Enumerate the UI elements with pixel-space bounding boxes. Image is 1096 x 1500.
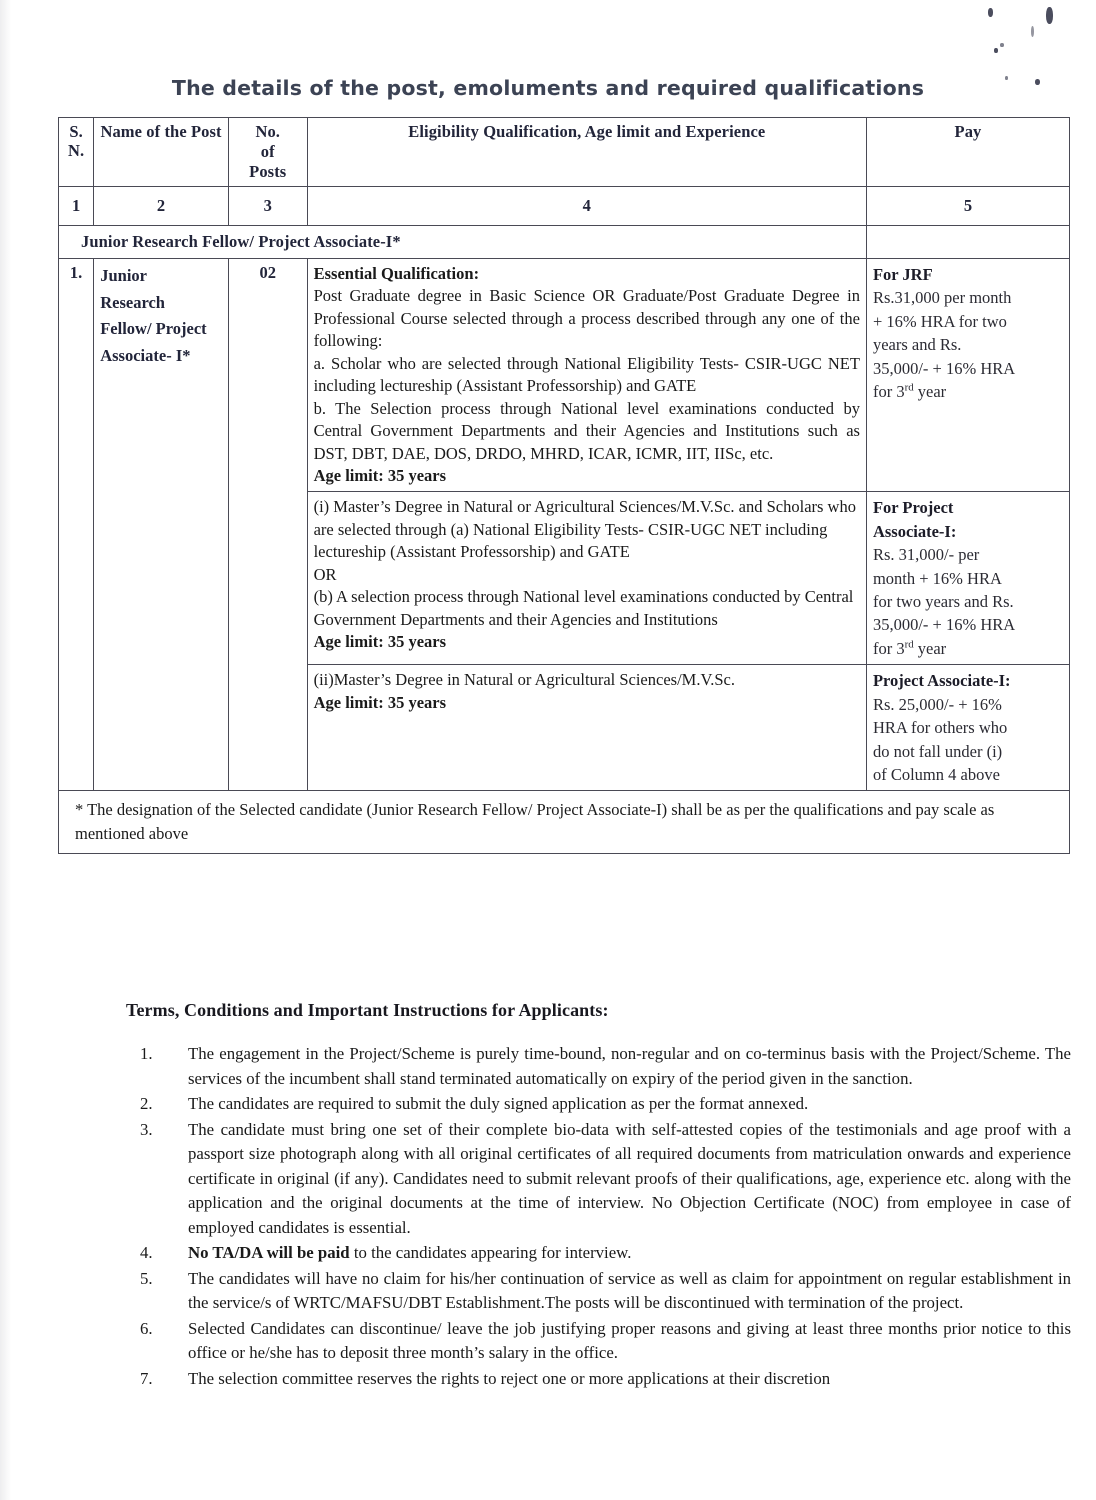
list-item: [126, 1092, 1071, 1117]
pay-3-line3: do not fall under (i): [872, 741, 1003, 761]
pay-2-line5-post: year: [913, 638, 947, 658]
header-no-of-posts: [228, 118, 307, 187]
pay-2-line2: month + 16% HRA: [872, 568, 1002, 588]
term-number: 5.: [140, 1268, 153, 1288]
age-limit-1: Age limit: 35 years: [313, 465, 447, 485]
pay-2-heading-line2: Associate-I:: [872, 521, 957, 541]
colnum-2: 2: [94, 187, 229, 226]
eligibility-block-2: [307, 492, 866, 665]
term-number: 4.: [140, 1243, 153, 1263]
list-item: [126, 1367, 1071, 1392]
eligibility-3-line-ii: (ii)Master’s Degree in Natural or Agricultural Sciences/M.V.Sc.: [313, 670, 735, 690]
header-posts-line1: No.: [255, 122, 281, 141]
pay-1-line5: [873, 380, 1063, 403]
pay-2-line5-ordinal: rd: [904, 638, 914, 651]
pay-2-line5: [873, 637, 1063, 660]
colnum-1: 1: [59, 187, 94, 226]
page-title: The details of the post, emoluments and required qualifications: [171, 75, 925, 100]
age-limit-2: Age limit: 35 years: [313, 632, 447, 651]
ink-speck: [1000, 43, 1004, 47]
pay-2-line3: for two years and Rs.: [872, 592, 1014, 612]
list-item: [126, 1241, 1071, 1266]
term-text-rest: to the candidates appearing for interview.: [349, 1243, 632, 1263]
pay-2-heading-line1: For Project: [872, 498, 954, 518]
row-sn: 1.: [59, 259, 94, 791]
header-sn: [59, 118, 94, 187]
table-footnote: * The designation of the Selected candidate (Junior Research Fellow/ Project Associate-I) shall be as per the qualifications and pay scale as mentioned above: [59, 791, 1070, 854]
pay-1-line4: 35,000/- + 16% HRA: [872, 358, 1016, 378]
essential-qualification-heading: Essential Qualification:: [313, 264, 480, 283]
term-text: The selection committee reserves the rights to reject one or more applications at their discretion: [188, 1368, 831, 1388]
eligibility-2-line-i: (i) Master’s Degree in Natural or Agricultural Sciences/M.V.Sc. and Scholars who are selected through (a) National Eligibility Tests- CSIR-UGC NET including lectureship (Assistant Professorship) and GATE: [313, 497, 856, 562]
row-no-of-posts: 02: [228, 259, 307, 791]
pay-1-line5-post: year: [913, 382, 947, 402]
header-posts-line2: of: [260, 142, 275, 161]
essential-qualification-item-b: b. The Selection process through National level examinations conducted by Central Government Departments and their Agencies and Institutions such as DST, DBT, DAE, DOS, DRDO, MHRD, ICAR, ICMR, IIT, IISc, etc.: [313, 398, 860, 463]
pay-3-heading: Project Associate-I:: [872, 671, 1011, 691]
header-sn-line2: N.: [67, 141, 85, 161]
post-details-table: [58, 117, 1070, 854]
pay-2-line5-pre: for 3: [872, 638, 905, 658]
pay-block-1: [866, 259, 1069, 492]
essential-qualification-item-a: a. Scholar who are selected through National Eligibility Tests- CSIR-UGC NET including lectureship (Assistant Professorship) and GATE: [313, 353, 860, 396]
pay-2-line4: 35,000/- + 16% HRA: [872, 615, 1016, 635]
pay-1-line1: Rs.31,000 per month: [872, 288, 1012, 308]
group-label: Junior Research Fellow/ Project Associate-I*: [59, 226, 867, 259]
age-limit-3: Age limit: 35 years: [313, 692, 447, 712]
term-number: 2.: [140, 1094, 153, 1114]
term-number: 7.: [140, 1368, 153, 1388]
essential-qualification-body: Post Graduate degree in Basic Science OR Graduate/Post Graduate Degree in Professional Course selected through a process described through any one of the following:: [313, 286, 860, 351]
table-row: [59, 259, 1070, 492]
row-post-name: [94, 259, 229, 791]
colnum-3: 3: [228, 187, 307, 226]
pay-3-line1: Rs. 25,000/- + 16%: [872, 694, 1002, 714]
term-number: 3.: [140, 1119, 153, 1139]
ink-speck: [1031, 26, 1034, 37]
eligibility-block-1: [307, 259, 866, 492]
pay-3-line4: of Column 4 above: [872, 765, 1000, 785]
term-number: 1.: [140, 1044, 153, 1063]
footnote-row: [59, 791, 1070, 854]
list-item: [126, 1118, 1071, 1241]
pay-block-3: [866, 665, 1069, 791]
list-item: [126, 1267, 1071, 1316]
eligibility-2-line-or: OR: [313, 564, 337, 584]
post-name-line-1: Junior: [100, 266, 147, 285]
group-label-pay-empty: [866, 226, 1069, 259]
pay-1-line2: + 16% HRA for two: [872, 311, 1007, 331]
header-post-name: Name of the Post: [94, 118, 229, 187]
list-item: [126, 1317, 1071, 1366]
pay-1-heading: For JRF: [872, 265, 933, 284]
pay-2-line1: Rs. 31,000/- per: [872, 545, 980, 565]
terms-heading: Terms, Conditions and Important Instructions for Applicants:: [126, 1000, 609, 1020]
header-eligibility: Eligibility Qualification, Age limit and Experience: [307, 118, 866, 187]
pay-1-line5-ordinal: rd: [904, 381, 914, 394]
pay-3-line2: HRA for others who: [872, 718, 1008, 738]
ink-speck: [994, 48, 998, 53]
term-number: 6.: [140, 1318, 153, 1338]
colnum-5: 5: [866, 187, 1069, 226]
ink-speck: [988, 8, 993, 17]
header-sn-line1: S.: [69, 122, 83, 141]
colnum-4: 4: [307, 187, 866, 226]
group-label-row: [59, 226, 1070, 259]
post-name-line-4: Associate- I*: [100, 346, 191, 366]
post-name-line-2: Research: [100, 292, 165, 312]
list-item: [126, 1042, 1071, 1091]
pay-1-line3: years and Rs.: [872, 335, 962, 355]
term-text: The candidate must bring one set of their complete bio-data with self-attested copies of the testimonials and age proof with a passport size photograph along with all original certificates of all required documents from matriculation onwards and experience certificate in original (if any). Candidates need to submit relevant proofs of their qualifications, age, experience etc. along with the application and the original documents at the time of interview. No Objection Certificate (NOC) from employee in case of employed candidates is essential.: [188, 1119, 1071, 1237]
term-text: The candidates will have no claim for his/her continuation of service as well as claim for appointment on regular establishment in the service/s of WRTC/MAFSU/DBT Establishment.The posts will be discontinued with termination of the project.: [188, 1268, 1071, 1313]
scan-edge-artifact: [0, 0, 14, 1500]
pay-1-line5-pre: for 3: [872, 382, 905, 402]
header-posts-line3: Posts: [249, 162, 287, 181]
eligibility-2-line-b: (b) A selection process through National level examinations conducted by Central Government Departments and their Agencies and Institutions: [313, 587, 854, 629]
column-number-row: [59, 187, 1070, 226]
term-text: The engagement in the Project/Scheme is purely time-bound, non-regular and on co-terminus basis with the Project/Scheme. The services of the incumbent shall stand terminated automatically on expiry of the period given in the sanction.: [188, 1044, 1071, 1088]
ink-speck: [1046, 7, 1053, 24]
term-text: The candidates are required to submit the duly signed application as per the format annexed.: [188, 1094, 809, 1114]
term-bold-lead: No TA/DA will be paid: [188, 1243, 350, 1263]
terms-list: [126, 1042, 1071, 1392]
term-text: [188, 1241, 1071, 1266]
eligibility-block-3: [307, 665, 866, 791]
header-pay: Pay: [866, 118, 1069, 187]
table-header-row: [59, 118, 1070, 187]
pay-block-2: [866, 492, 1069, 665]
term-text: Selected Candidates can discontinue/ leave the job justifying proper reasons and giving at least three months prior notice to this office or he/she has to deposit three month’s salary in the office.: [188, 1318, 1071, 1363]
post-name-line-3: Fellow/ Project: [100, 319, 207, 339]
